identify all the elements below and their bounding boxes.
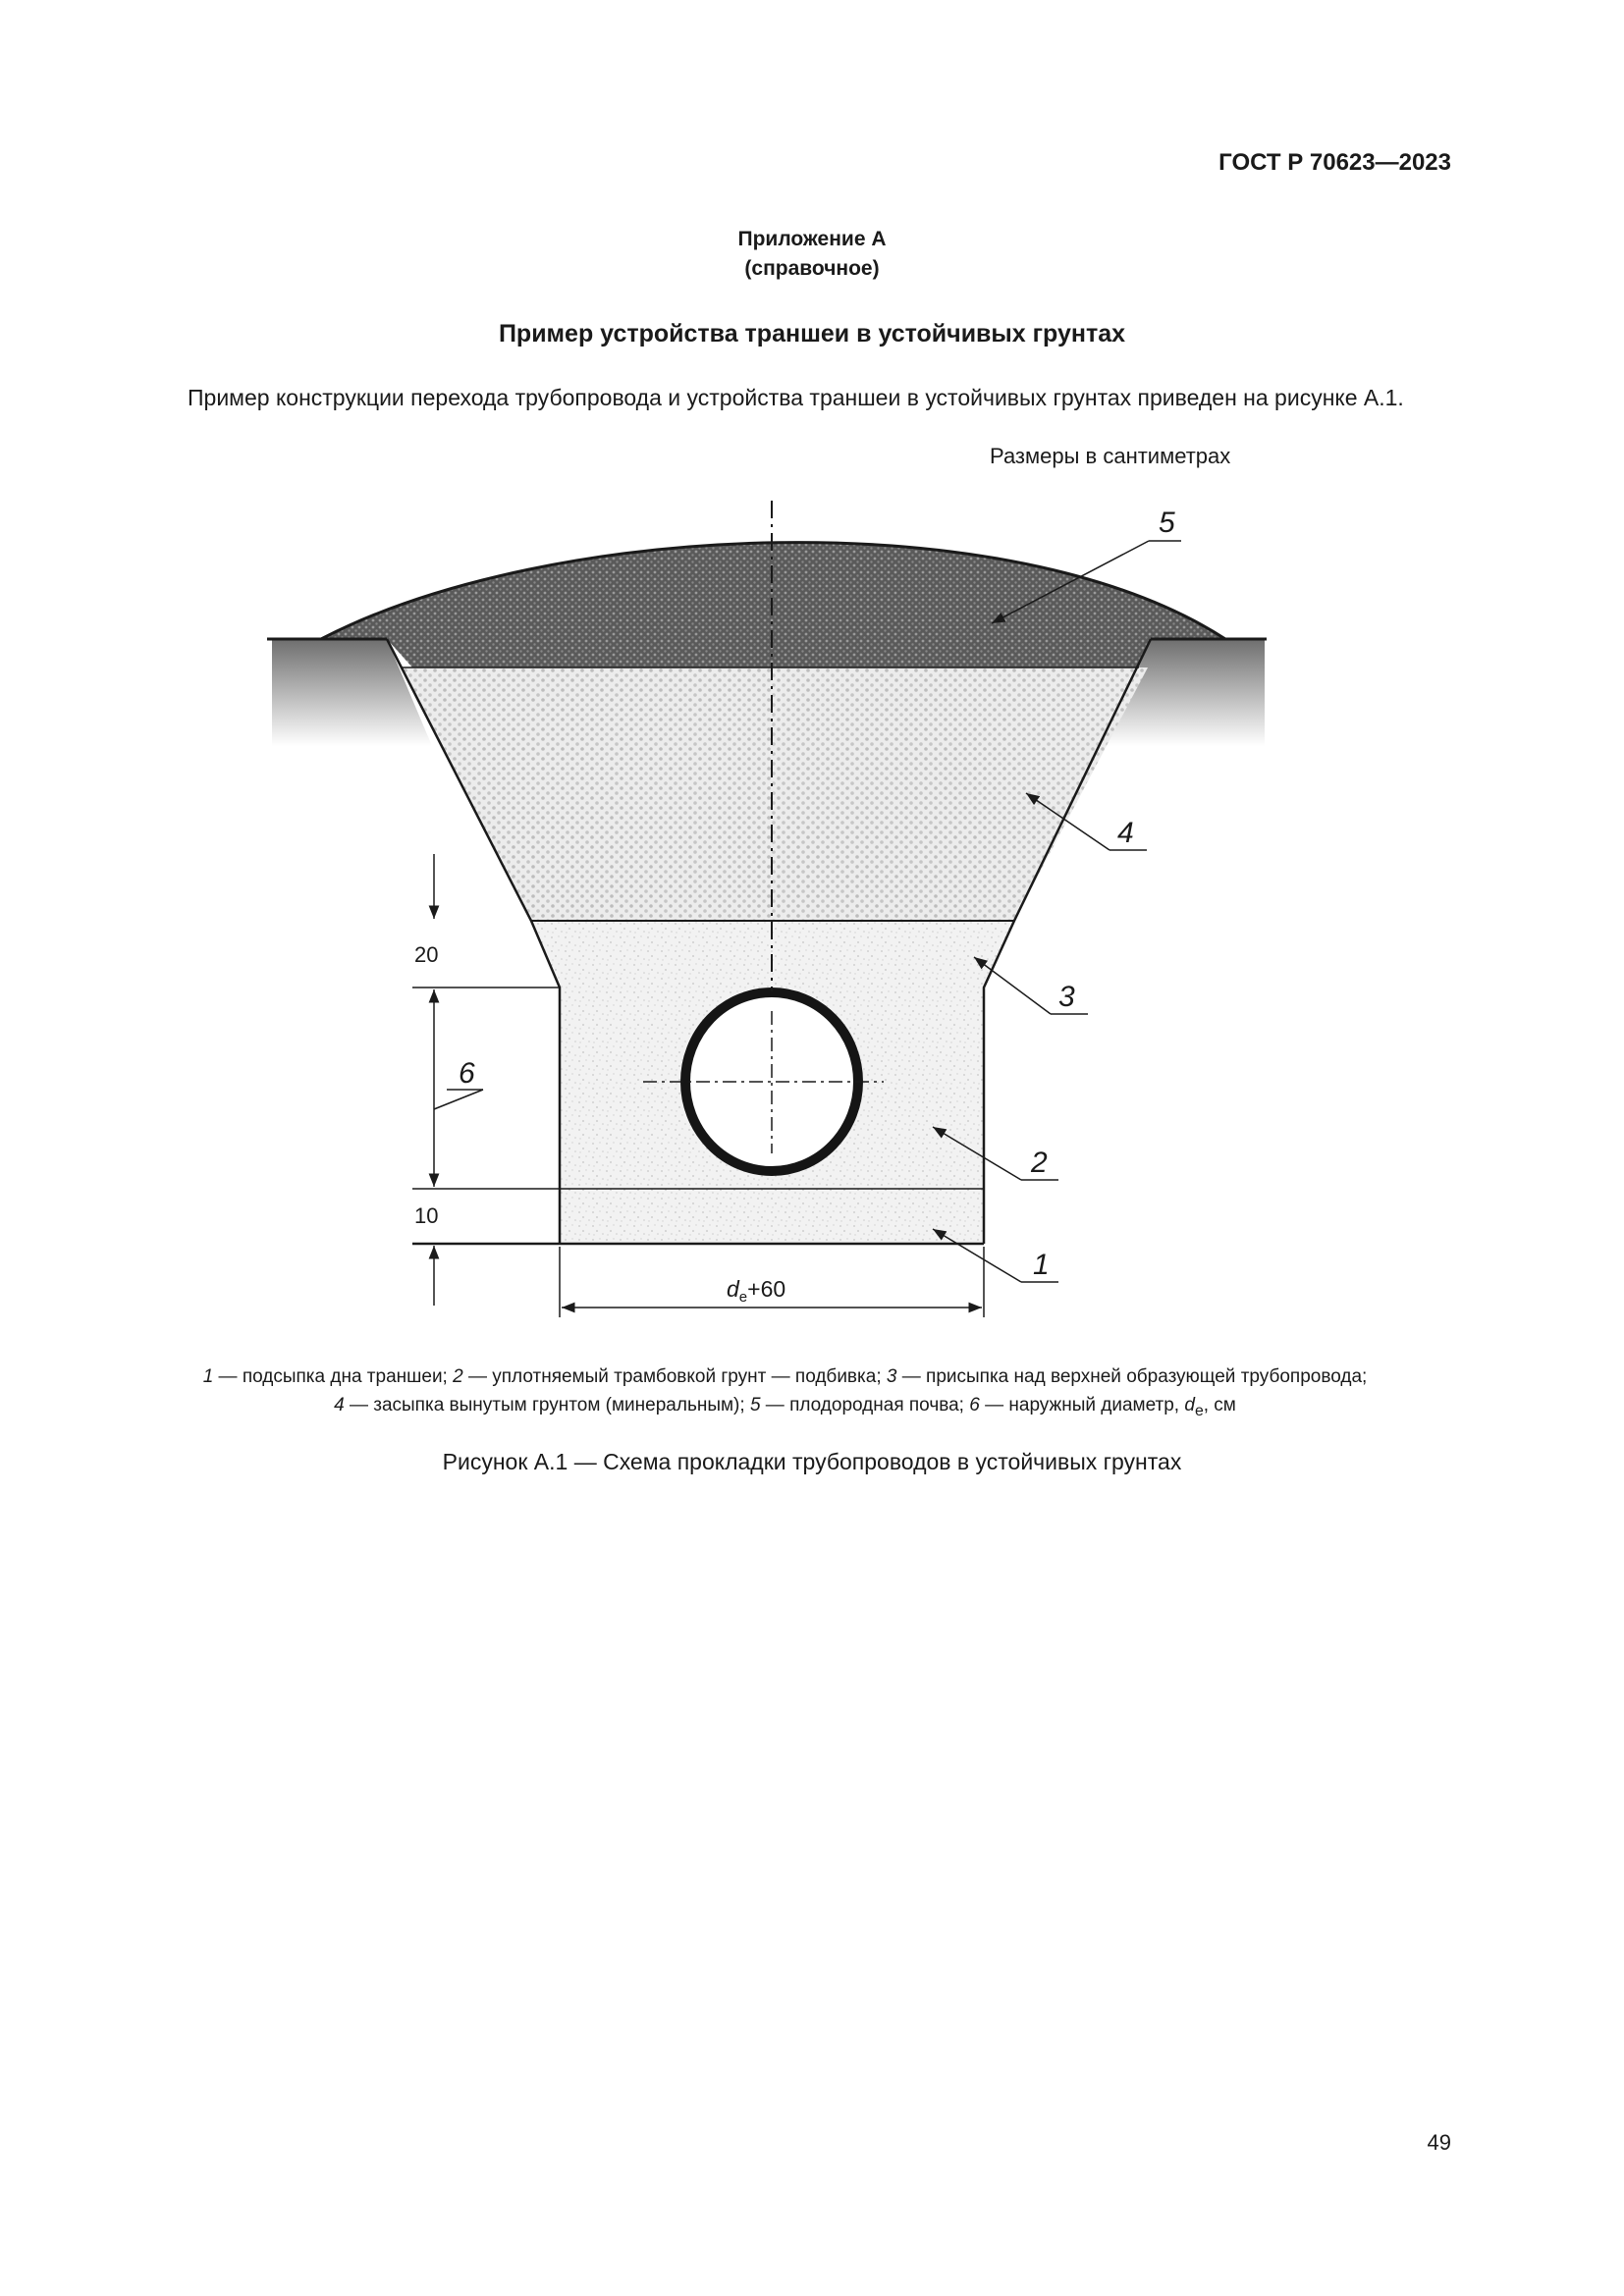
callout-1: 1 xyxy=(1033,1249,1050,1281)
dim-20-label: 20 xyxy=(414,942,439,967)
dim-width-label: $d_e+60$ xyxy=(727,1276,786,1306)
layer-5-topsoil xyxy=(321,543,1225,667)
appendix-subtitle: (справочное) xyxy=(744,257,880,280)
section-title: Пример устройства траншеи в устойчивых грунтах xyxy=(498,320,1126,347)
layer-4-backfill xyxy=(402,667,1148,921)
page-number: 49 xyxy=(1427,2130,1451,2155)
figure-caption: Рисунок А.1 — Схема прокладки трубопроводов в устойчивых грунтах xyxy=(442,1449,1182,1474)
layer-1-bedding xyxy=(560,1189,984,1244)
dim-10-label: 10 xyxy=(414,1203,439,1228)
callout-4: 4 xyxy=(1117,817,1134,849)
legend-line-2: 4 — засыпка вынутым грунтом (минеральным); 5 — плодородная почва; 6 — наружный диаметр, $d_e$, см xyxy=(334,1395,1236,1419)
legend-line-1: 1 — подсыпка дна траншеи; 2 — уплотняемый трамбовкой грунт — подбивка; 3 — присыпка над верхней образующей трубопровода; xyxy=(202,1366,1368,1387)
callout-2: 2 xyxy=(1031,1147,1048,1179)
callout-5: 5 xyxy=(1159,507,1175,539)
figure-legend xyxy=(119,1362,1451,1425)
body-paragraph: Пример конструкции перехода трубопровода и устройства траншеи в устойчивых грунтах приведен на рисунке А.1. xyxy=(188,385,1404,410)
units-note: Размеры в сантиметрах xyxy=(990,444,1231,468)
callout-3: 3 xyxy=(1058,981,1075,1013)
callout-6: 6 xyxy=(459,1057,475,1090)
appendix-title: Приложение А xyxy=(737,228,887,250)
document-standard-number: ГОСТ Р 70623—2023 xyxy=(1218,149,1451,176)
callout-6-leader xyxy=(434,1090,483,1109)
